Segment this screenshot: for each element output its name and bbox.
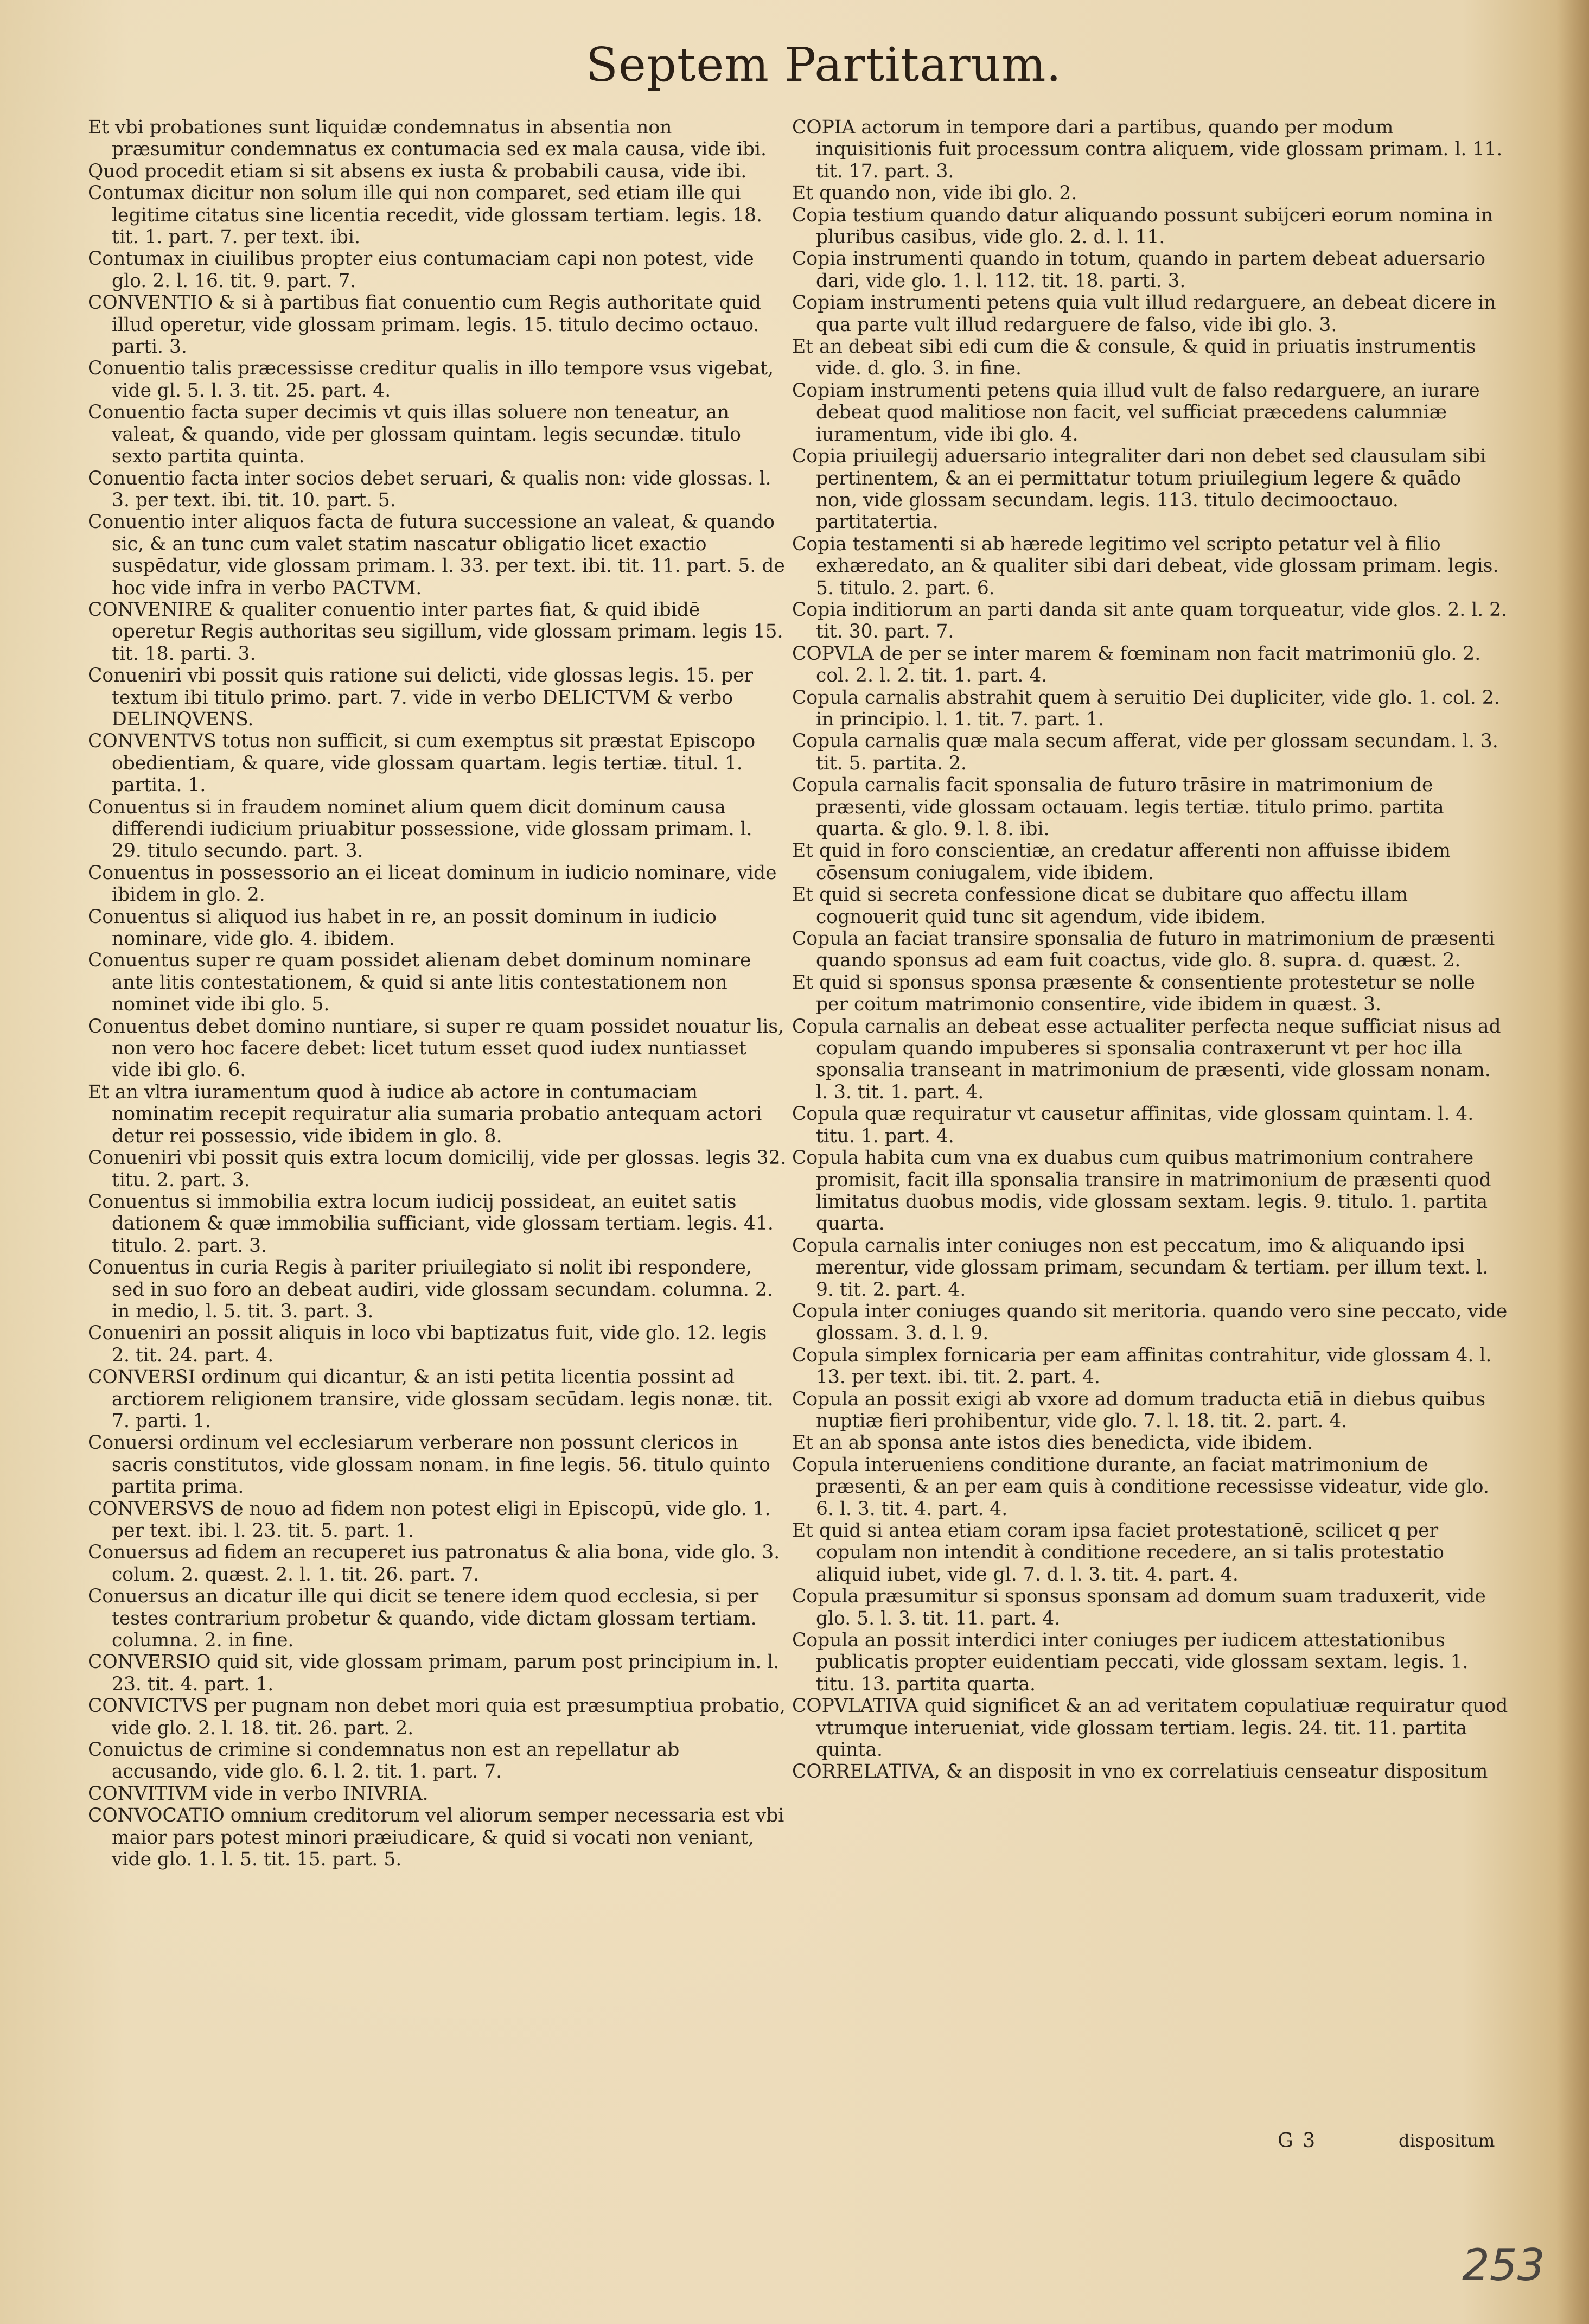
- index-entry: Copula an possit exigi ab vxore ad domum traducta etiā in diebus quibus nuptiæ fieri prohibentur, vide glo. 7. l. 18. tit. 2. part. 4.: [792, 1388, 1486, 1432]
- page-edge-shadow: [1556, 0, 1589, 2324]
- index-entry: Conuentio inter aliquos facta de futura successione an valeat, & quando sic, & an tunc cum valet statim nascatur obligatio licet exactio suspēdatur, vide glossam primam. l. 33. per text. ibi. tit. 11. part. 5. de hoc vide infra in verbo PACTVM.: [88, 511, 785, 599]
- index-entry: Copia testium quando datur aliquando possunt subijceri eorum nomina in pluribus casibus, vide glo. 2. d. l. 11.: [792, 204, 1494, 249]
- index-entry: Et quando non, vide ibi glo. 2.: [792, 182, 1077, 205]
- index-entry: Copula interueniens conditione durante, an faciat matrimonium de præsenti, & an per eam quis à conditione recessisse videatur, vide glo. 6. l. 3. tit. 4. part. 4.: [792, 1454, 1489, 1520]
- index-entry: Et an ab sponsa ante istos dies benedicta, vide ibidem.: [792, 1432, 1313, 1454]
- index-entry: Copia priuilegij aduersario integraliter dari non debet sed clausulam sibi pertinentem, & an ei permittatur totum priuilegium legere & quādo non, vide glossam secundam. legis. 113. titulo decimooctauo. partitatertia.: [792, 445, 1486, 533]
- index-entry: Contumax in ciuilibus propter eius contumaciam capi non potest, vide glo. 2. l. 16. tit. 9. part. 7.: [88, 248, 754, 292]
- folio-number: 253: [1462, 2240, 1545, 2290]
- index-entry: Et an vltra iuramentum quod à iudice ab actore in contumaciam nominatim recepit requiratur alia sumaria probatio antequam actori detur rei possessio, vide ibidem in glo. 8.: [88, 1081, 762, 1147]
- index-entry: Copula habita cum vna ex duabus cum quibus matrimonium contrahere promisit, facit illa sponsalia transire in matrimonium de præsenti quod limitatus duobus modis, vide glossam sextam. legis. 9. titulo. 1. partita quarta.: [792, 1147, 1491, 1235]
- index-entry: CONVENTVS totus non sufficit, si cum exemptus sit præstat Episcopo obedientiam, & quare, vide glossam quartam. legis tertiæ. titul. 1. partita. 1.: [88, 730, 756, 797]
- running-header: Septem Partitarum.: [586, 38, 1062, 92]
- index-entry: CONVERSIO quid sit, vide glossam primam, parum post principium in. l. 23. tit. 4. part. 1.: [88, 1651, 780, 1695]
- index-entry: Conueniri vbi possit quis ratione sui delicti, vide glossas legis. 15. per textum ibi titulo primo. part. 7. vide in verbo DELICTVM & verbo DELINQVENS.: [88, 665, 754, 730]
- index-entry: Et an debeat sibi edi cum die & consule, & quid in priuatis instrumentis vide. d. glo. 3. in fine.: [792, 336, 1476, 380]
- index-entry: Copula an faciat transire sponsalia de futuro in matrimonium de præsenti quando sponsus ad eam fuit coactus, vide glo. 8. supra. d. quæst. 2.: [792, 928, 1495, 972]
- index-entry: CONVERSI ordinum qui dicantur, & an isti petita licentia possint ad arctiorem religionem transire, vide glossam secūdam. legis nonæ. tit. 7. parti. 1.: [88, 1366, 774, 1432]
- index-entry: Conuentus si in fraudem nominet alium quem dicit dominum causa differendi iudicium priuabitur possessione, vide glossam primam. l. 29. titulo secundo. part. 3.: [88, 796, 752, 862]
- index-entry: Copiam instrumenti petens quia vult illud redarguere, an debeat dicere in qua parte vult illud redarguere de falso, vide ibi glo. 3.: [792, 292, 1496, 336]
- left-column: [88, 117, 788, 1871]
- index-entry: CONVENTIO & si à partibus fiat conuentio cum Regis authoritate quid illud operetur, vide glossam primam. legis. 15. titulo decimo octauo. parti. 3.: [88, 292, 761, 358]
- index-entry: Conuentus in possessorio an ei liceat dominum in iudicio nominare, vide ibidem in glo. 2.: [88, 862, 777, 906]
- index-entry: Copula simplex fornicaria per eam affinitas contrahitur, vide glossam 4. l. 13. per text. ibi. tit. 2. part. 4.: [792, 1344, 1492, 1389]
- index-entry: Copula carnalis an debeat esse actualiter perfecta neque sufficiat nisus ad copulam quando impuberes si sponsalia contraxerunt vt per hoc illa sponsalia transeant in matrimonium de præsenti, vide glossam nonam. l. 3. tit. 1. part. 4.: [792, 1015, 1501, 1103]
- index-entry: Copia instrumenti quando in totum, quando in partem debeat aduersario dari, vide glo. 1. l. 112. tit. 18. parti. 3.: [792, 248, 1486, 292]
- index-entry: CONVITIVM vide in verbo INIVRIA.: [88, 1782, 429, 1805]
- index-entry: Conuersus ad fidem an recuperet ius patronatus & alia bona, vide glo. 3. colum. 2. quæst. 2. l. 1. tit. 26. part. 7.: [88, 1542, 780, 1586]
- index-entry: CORRELATIVA, & an disposit in vno ex correlatiuis censeatur dispositum: [792, 1761, 1488, 1783]
- signature-mark: G 3: [1278, 2130, 1317, 2152]
- index-entry: CONVICTVS per pugnam non debet mori quia est præsumptiua probatio, vide glo. 2. l. 18. tit. 26. part. 2.: [88, 1695, 786, 1739]
- index-entry: Copula carnalis quæ mala secum afferat, vide per glossam secundam. l. 3. tit. 5. partita. 2.: [792, 730, 1498, 774]
- index-entry: Copiam instrumenti petens quia illud vult de falso redarguere, an iurare debeat quod malitiose non facit, vel sufficiat præcedens calumniæ iuramentum, vide ibi glo. 4.: [792, 379, 1480, 445]
- index-entry: Conuersi ordinum vel ecclesiarum verberare non possunt clericos in sacris constitutos, vide glossam nonam. in fine legis. 56. titulo quinto partita prima.: [88, 1432, 770, 1498]
- index-entry: COPVLA de per se inter marem & fœminam non facit matrimoniū glo. 2. col. 2. l. 2. tit. 1. part. 4.: [792, 642, 1481, 687]
- index-entry: Conuentus super re quam possidet alienam debet dominum nominare ante litis contestationem, & quid si ante litis contestationem non nominet vide ibi glo. 5.: [88, 950, 751, 1016]
- index-entry: Conuersus an dicatur ille qui dicit se tenere idem quod ecclesia, si per testes contrarium probetur & quando, vide dictam glossam tertiam. columna. 2. in fine.: [88, 1586, 759, 1652]
- index-entry: Et quid si antea etiam coram ipsa faciet protestationē, scilicet q per copulam non intendit à conditione recedere, an si talis protestatio aliquid iubet, vide gl. 7. d. l. 3. tit. 4. part. 4.: [792, 1520, 1444, 1586]
- index-entry: COPVLATIVA quid significet & an ad veritatem copulatiuæ requiratur quod vtrumque interueniat, vide glossam tertiam. legis. 24. tit. 11. partita quinta.: [792, 1695, 1508, 1761]
- index-entry: Copula an possit interdici inter coniuges per iudicem attestationibus publicatis propter euidentiam peccati, vide glossam sextam. legis. 1. titu. 13. partita quarta.: [792, 1629, 1469, 1695]
- index-entry: Copula inter coniuges quando sit meritoria. quando vero sine peccato, vide glossam. 3. d. l. 9.: [792, 1300, 1508, 1345]
- index-entry: Copula carnalis abstrahit quem à seruitio Dei dupliciter, vide glo. 1. col. 2. in principio. l. 1. tit. 7. part. 1.: [792, 686, 1500, 730]
- index-entry: Contumax dicitur non solum ille qui non comparet, sed etiam ille qui legitime citatus sine licentia recedit, vide glossam tertiam. legis. 18. tit. 1. part. 7. per text. ibi.: [88, 182, 762, 249]
- index-entry: Conuentio facta inter socios debet seruari, & qualis non: vide glossas. l. 3. per text. ibi. tit. 10. part. 5.: [88, 467, 771, 511]
- index-entry: Conueniri vbi possit quis extra locum domicilij, vide per glossas. legis 32. titu. 2. part. 3.: [88, 1147, 787, 1191]
- index-entry: CONVENIRE & qualiter conuentio inter partes fiat, & quid ibidē operetur Regis authoritas seu sigillum, vide glossam primam. legis 15. tit. 18. parti. 3.: [88, 598, 783, 665]
- index-entry: CONVOCATIO omnium creditorum vel aliorum semper necessaria est vbi maior pars potest minori præiudicare, & quid si vocati non veniant, vide glo. 1. l. 5. tit. 15. part. 5.: [88, 1805, 784, 1871]
- index-entry: Copia testamenti si ab hærede legitimo vel scripto petatur vel à filio exhæredato, an & qualiter sibi dari debeat, vide glossam primam. legis. 5. titulo. 2. part. 6.: [792, 533, 1499, 599]
- index-entry: Copula carnalis inter coniuges non est peccatum, imo & aliquando ipsi merentur, vide glossam primam, secundam & tertiam. per illum text. l. 9. tit. 2. part. 4.: [792, 1234, 1489, 1301]
- index-entry: Et quid si secreta confessione dicat se dubitare quo affectu illam cognouerit quid tunc sit agendum, vide ibidem.: [792, 884, 1408, 928]
- index-entry: Conueniri an possit aliquis in loco vbi baptizatus fuit, vide glo. 12. legis 2. tit. 24. part. 4.: [88, 1322, 767, 1366]
- catchword: dispositum: [1399, 2130, 1495, 2151]
- right-column: [792, 117, 1508, 1783]
- index-entry: Copia inditiorum an parti danda sit ante quam torqueatur, vide glos. 2. l. 2. tit. 30. part. 7.: [792, 598, 1508, 643]
- index-entry: Conuentus in curia Regis à pariter priuilegiato si nolit ibi respondere, sed in suo foro an debeat audiri, vide glossam secundam. columna. 2. in medio, l. 5. tit. 3. part. 3.: [88, 1257, 773, 1322]
- index-entry: CONVERSVS de nouo ad fidem non potest eligi in Episcopū, vide glo. 1. per text. ibi. l. 23. tit. 5. part. 1.: [88, 1498, 771, 1542]
- index-entry: Conuentus debet domino nuntiare, si super re quam possidet nouatur lis, non vero hoc facere debet: licet tutum esset quod iudex nuntiasset vide ibi glo. 6.: [88, 1015, 784, 1081]
- index-entry: Conuentus si aliquod ius habet in re, an possit dominum in iudicio nominare, vide glo. 4. ibidem.: [88, 906, 717, 950]
- index-entry: Et quid si sponsus sponsa præsente & consentiente protestetur se nolle per coitum matrimonio consentire, vide ibidem in quæst. 3.: [792, 971, 1475, 1016]
- index-entry: Et vbi probationes sunt liquidæ condemnatus in absentia non præsumitur condemnatus ex contumacia sed ex mala causa, vide ibi.: [88, 117, 767, 161]
- index-entry: Conuentio facta super decimis vt quis illas soluere non teneatur, an valeat, & quando, vide per glossam quintam. legis secundæ. titulo sexto partita quinta.: [88, 402, 741, 468]
- index-entry: Conuentus si immobilia extra locum iudicij possideat, an euitet satis dationem & quæ immobilia sufficiant, vide glossam tertiam. legis. 41. titulo. 2. part. 3.: [88, 1190, 774, 1257]
- index-entry: Conuentio talis præcessisse creditur qualis in illo tempore vsus vigebat, vide gl. 5. l. 3. tit. 25. part. 4.: [88, 358, 774, 402]
- index-entry: Copula quæ requiratur vt causetur affinitas, vide glossam quintam. l. 4. titu. 1. part. 4.: [792, 1103, 1474, 1147]
- index-entry: Quod procedit etiam si sit absens ex iusta & probabili causa, vide ibi.: [88, 160, 747, 182]
- index-entry: Copula carnalis facit sponsalia de futuro trāsire in matrimonium de præsenti, vide glossam octauam. legis tertiæ. titulo primo. partita quarta. & glo. 9. l. 8. ibi.: [792, 774, 1444, 840]
- index-entry: Et quid in foro conscientiæ, an credatur afferenti non affuisse ibidem cōsensum coniugalem, vide ibidem.: [792, 840, 1451, 884]
- index-entry: Copula præsumitur si sponsus sponsam ad domum suam traduxerit, vide glo. 5. l. 3. tit. 11. part. 4.: [792, 1586, 1486, 1629]
- index-entry: COPIA actorum in tempore dari a partibus, quando per modum inquisitionis fuit processum contra aliquem, vide glossam primam. l. 11. tit. 17. part. 3.: [792, 117, 1503, 182]
- index-entry: Conuictus de crimine si condemnatus non est an repellatur ab accusando, vide glo. 6. l. 2. tit. 1. part. 7.: [88, 1739, 680, 1783]
